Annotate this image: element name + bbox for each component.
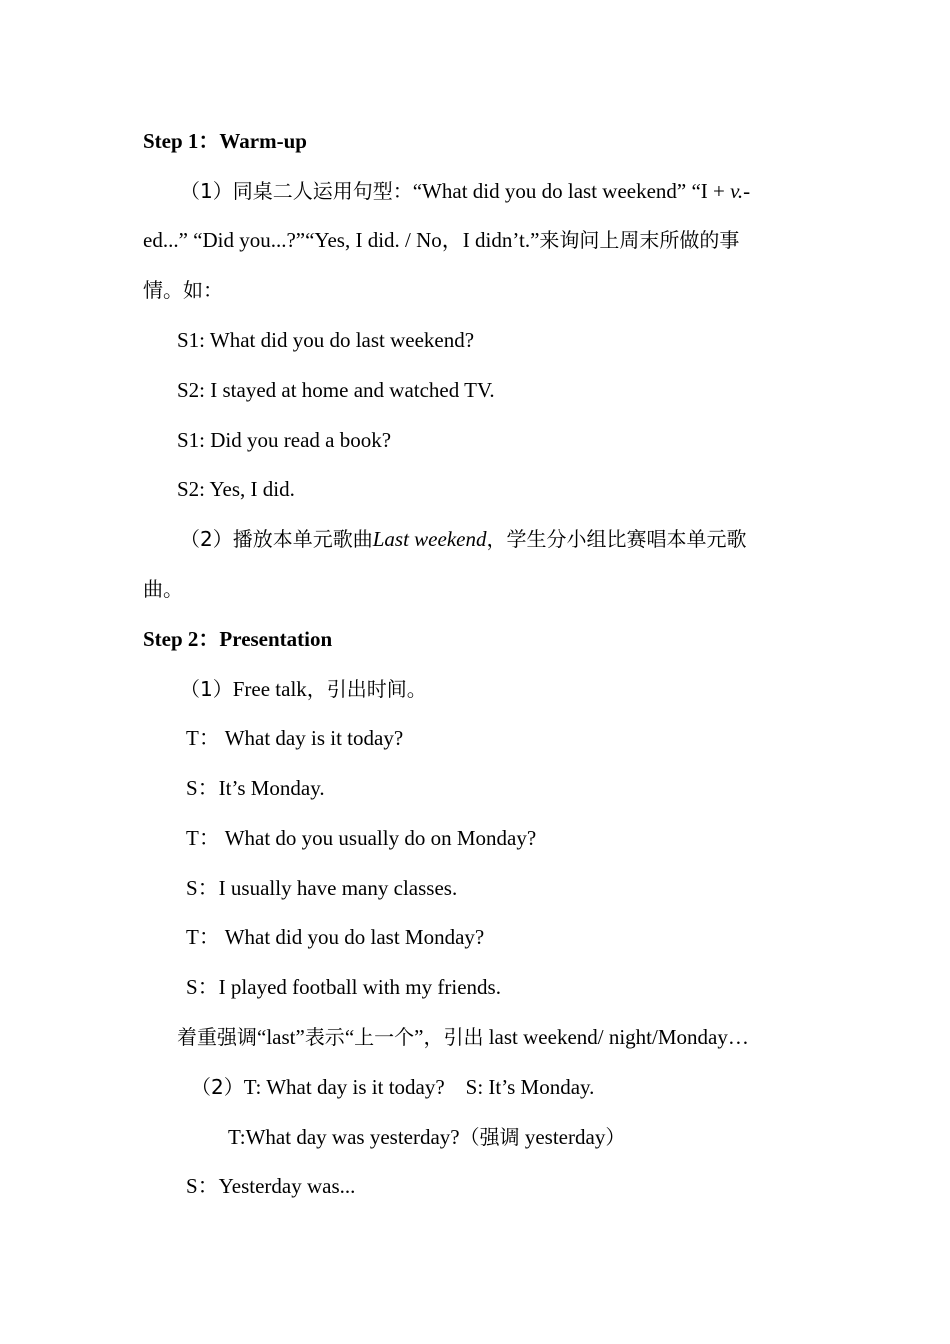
step2-p2-line1	[191, 1073, 594, 1101]
step2-p1-cn: ，引出时间。	[306, 677, 427, 701]
song-title: Last weekend	[372, 527, 487, 551]
step2-p2-marker: （2）	[191, 1075, 244, 1099]
step2-p2-line2-cn-open: （强调	[459, 1125, 520, 1149]
step1-p1-line2	[143, 226, 739, 254]
emphasis-en-a: “last”	[257, 1025, 305, 1049]
step1-p1-line3: 情。如：	[143, 278, 223, 302]
step1-p1-verb-abbrev: v.	[730, 179, 744, 203]
step2-p2-line3: S：Yesterday was...	[186, 1174, 356, 1198]
step1-p1-marker: （1）	[180, 179, 233, 203]
emphasis-cn-c: 上一个	[354, 1025, 415, 1049]
step1-p1-line1	[180, 177, 750, 205]
step1-p2-cn-a: 播放本单元歌曲	[232, 527, 373, 551]
step2-p2-line2-en: T:What day was yesterday?	[228, 1125, 460, 1149]
step2-dialogue-line: T： What day is it today?	[186, 726, 404, 750]
step2-p2-line2-cn-close: ）	[605, 1125, 626, 1149]
step2-dialogue-line: T： What do you usually do on Monday?	[186, 826, 537, 850]
step2-p1-en: Free talk	[232, 677, 307, 701]
step1-p1-line1-dash: -	[743, 179, 751, 203]
step2-p1-marker: （1）	[180, 677, 233, 701]
step1-p1-line1-cn: 同桌二人运用句型：	[232, 179, 413, 203]
step2-p2-line2	[228, 1123, 625, 1151]
emphasis-cn-a: 着重强调	[177, 1025, 257, 1049]
step2-dialogue-line: S：I played football with my friends.	[186, 975, 501, 999]
step2-p1-line	[180, 675, 427, 703]
step1-dialogue-line: S1: What did you do last weekend?	[177, 328, 475, 352]
emphasis-cn-b: 表示	[304, 1025, 345, 1049]
step1-dialogue-line: S1: Did you read a book?	[177, 428, 392, 452]
step1-p2-line2: 曲。	[143, 577, 183, 601]
step1-p2-line1	[180, 525, 746, 553]
step1-dialogue-line: S2: I stayed at home and watched TV.	[177, 378, 495, 402]
step1-p1-line2-en: ed...” “Did you...?”“Yes, I did. / No，I didn’t.”	[143, 228, 540, 252]
step1-p2-cn-b: ，学生分小组比赛唱本单元歌	[486, 527, 747, 551]
step2-p2-en: T: What day is it today? S: It’s Monday.	[243, 1075, 595, 1099]
step2-dialogue-line: S：It’s Monday.	[186, 776, 325, 800]
step1-heading: Step 1：Warm-up	[143, 129, 307, 153]
emphasis-quote-close: ”	[414, 1025, 424, 1049]
step1-p2-marker: （2）	[180, 527, 233, 551]
step1-dialogue-line: S2: Yes, I did.	[177, 477, 295, 501]
step1-p1-line2-cn: 来询问上周末所做的事	[539, 228, 740, 252]
emphasis-quote-open: “	[344, 1025, 355, 1049]
step2-p2-line2-word: yesterday	[519, 1125, 606, 1149]
emphasis-en-b: last weekend/ night/Monday…	[483, 1025, 749, 1049]
emphasis-note	[177, 1023, 749, 1051]
step2-dialogue-line: T： What did you do last Monday?	[186, 925, 485, 949]
step2-heading: Step 2：Presentation	[143, 627, 333, 651]
step1-p1-line1-en: “What did you do last weekend” “I +	[412, 179, 731, 203]
step2-dialogue-line: S：I usually have many classes.	[186, 876, 458, 900]
emphasis-cn-d: ，引出	[423, 1025, 484, 1049]
